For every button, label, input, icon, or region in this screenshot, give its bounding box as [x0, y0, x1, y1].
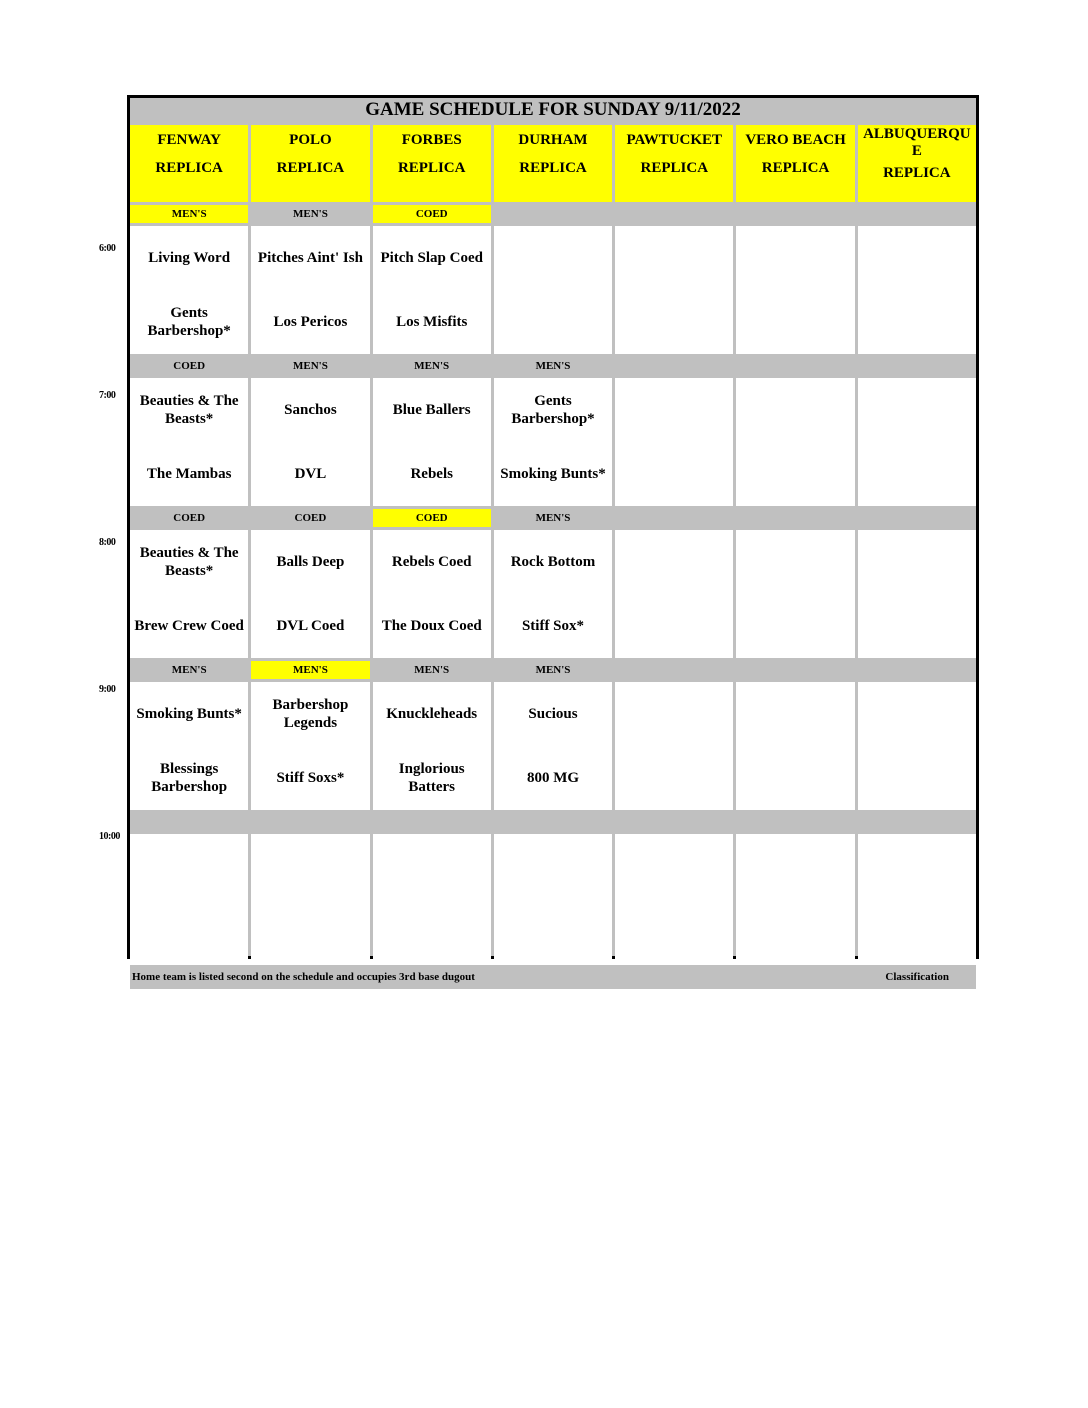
- home-team: DVL: [294, 466, 327, 482]
- venue-header: [251, 125, 369, 202]
- home-team: 800 MG: [526, 770, 580, 786]
- classification-label: [858, 661, 976, 679]
- classification-label: [615, 509, 733, 527]
- venue-name: FORBES: [401, 132, 462, 148]
- home-team: [858, 746, 976, 810]
- classification-label: MEN'S: [494, 357, 612, 375]
- away-team: [615, 378, 733, 442]
- game-cell: [615, 378, 733, 506]
- classification-label: COED: [251, 509, 369, 527]
- classification-label: [615, 813, 733, 831]
- game-cell: [494, 530, 612, 658]
- home-team: [494, 290, 612, 354]
- home-team-note: Home team is listed second on the schedule and occupies 3rd base dugout: [132, 971, 475, 983]
- venue-subtitle: REPLICA: [155, 160, 223, 176]
- venue-header: [858, 125, 976, 202]
- game-cell: [858, 530, 976, 658]
- away-team: [615, 226, 733, 290]
- time-label: 6:00: [99, 243, 116, 254]
- away-team: [615, 834, 733, 898]
- venue-subtitle: REPLICA: [883, 165, 951, 181]
- away-team: [615, 682, 733, 746]
- game-cell: [494, 834, 612, 962]
- away-team: Blue Ballers: [392, 402, 471, 418]
- away-team: Rebels Coed: [391, 554, 472, 570]
- venue-header: [615, 125, 733, 202]
- away-team: [858, 682, 976, 746]
- away-team: Beauties & The Beasts*: [139, 545, 239, 579]
- classification-label: [736, 813, 854, 831]
- away-team: Smoking Bunts*: [136, 706, 242, 722]
- game-cell: [858, 226, 976, 354]
- game-cell: [373, 378, 491, 506]
- away-team: Barbershop Legends: [272, 697, 349, 731]
- home-team: [858, 290, 976, 354]
- classification-label: [736, 661, 854, 679]
- home-team: [615, 442, 733, 506]
- game-cell: [251, 378, 369, 506]
- away-team: [858, 530, 976, 594]
- venue-header: [494, 125, 612, 202]
- game-cell: [736, 530, 854, 658]
- classification-label: MEN'S: [373, 661, 491, 679]
- away-team: [736, 530, 854, 594]
- game-cell: [251, 530, 369, 658]
- classification-label: [858, 813, 976, 831]
- schedule-table: [127, 95, 979, 983]
- game-cell: [373, 530, 491, 658]
- home-team: [736, 290, 854, 354]
- classification-label: [736, 357, 854, 375]
- home-team: [858, 594, 976, 658]
- classification-label: [858, 357, 976, 375]
- classification-label: [615, 661, 733, 679]
- away-team: [736, 834, 854, 898]
- time-label: 9:00: [99, 684, 116, 695]
- game-cell: [858, 682, 976, 810]
- venue-subtitle: REPLICA: [397, 160, 466, 176]
- away-team: [858, 378, 976, 442]
- classification-label: MEN'S: [130, 661, 248, 679]
- classification-label: [736, 205, 854, 223]
- game-cell: [130, 530, 248, 658]
- game-cell: [130, 834, 248, 962]
- game-cell: [615, 682, 733, 810]
- away-team: [858, 226, 976, 290]
- home-team: Stiff Soxs*: [276, 770, 345, 786]
- classification-label: [494, 813, 612, 831]
- classification-label: MEN'S: [373, 357, 491, 375]
- venue-header: [130, 125, 248, 202]
- home-team: Inglorious Batters: [398, 761, 465, 795]
- game-cell: [251, 226, 369, 354]
- game-cell: [858, 834, 976, 962]
- home-team: [494, 898, 612, 962]
- classification-label: [858, 509, 976, 527]
- game-cell: [494, 682, 612, 810]
- home-team: [130, 898, 248, 962]
- away-team: [251, 834, 369, 898]
- away-team: Rock Bottom: [510, 554, 596, 570]
- home-team: [736, 594, 854, 658]
- game-cell: [736, 378, 854, 506]
- home-team: [736, 746, 854, 810]
- home-team: [615, 898, 733, 962]
- home-team: [615, 746, 733, 810]
- home-team: Stiff Sox*: [521, 618, 585, 634]
- game-cell: [615, 530, 733, 658]
- classification-label: COED: [373, 509, 491, 527]
- venue-subtitle: REPLICA: [761, 160, 830, 176]
- schedule-footer: [130, 965, 976, 989]
- game-cell: [373, 834, 491, 962]
- classification-label: MEN'S: [251, 205, 369, 223]
- classification-label: MEN'S: [494, 509, 612, 527]
- home-team: DVL Coed: [276, 618, 345, 634]
- home-team: [251, 898, 369, 962]
- classification-label: COED: [130, 357, 248, 375]
- classification-label: MEN'S: [251, 357, 369, 375]
- home-team: [858, 442, 976, 506]
- classification-label: MEN'S: [494, 661, 612, 679]
- away-team: Beauties & The Beasts*: [139, 393, 239, 427]
- away-team: Sanchos: [284, 402, 337, 418]
- classification-label: [615, 205, 733, 223]
- away-team: [494, 226, 612, 290]
- away-team: [615, 530, 733, 594]
- away-team: [736, 378, 854, 442]
- game-cell: [736, 226, 854, 354]
- game-cell: [736, 834, 854, 962]
- away-team: Living Word: [148, 250, 231, 266]
- classification-label: [736, 509, 854, 527]
- time-label: 10:00: [99, 831, 120, 842]
- game-cell: [373, 226, 491, 354]
- classification-label: COED: [130, 509, 248, 527]
- home-team: Smoking Bunts*: [500, 466, 606, 482]
- classification-label: COED: [373, 205, 491, 223]
- home-team: [615, 290, 733, 354]
- classification-label: [251, 813, 369, 831]
- home-team: Gents Barbershop*: [147, 305, 231, 339]
- venue-name: POLO: [289, 132, 332, 148]
- venue-name: VERO BEACH: [745, 132, 846, 148]
- home-team: [736, 898, 854, 962]
- classification-label: [494, 205, 612, 223]
- game-cell: [251, 682, 369, 810]
- venue-subtitle: REPLICA: [519, 160, 587, 176]
- venue-header: [373, 125, 491, 202]
- away-team: Pitches Aint' Ish: [257, 250, 363, 266]
- game-cell: [494, 226, 612, 354]
- venue-subtitle: REPLICA: [640, 160, 709, 176]
- away-team: Balls Deep: [276, 554, 345, 570]
- away-team: Pitch Slap Coed: [380, 250, 483, 266]
- away-team: Knuckleheads: [386, 706, 478, 722]
- game-cell: [615, 226, 733, 354]
- home-team: Los Pericos: [273, 314, 348, 330]
- classification-label: [615, 357, 733, 375]
- game-cell: [373, 682, 491, 810]
- away-team: Gents Barbershop*: [511, 393, 595, 427]
- home-team: Rebels: [410, 466, 453, 482]
- schedule-title: GAME SCHEDULE FOR SUNDAY 9/11/2022: [130, 98, 976, 122]
- home-team: Los Misfits: [396, 314, 468, 330]
- away-team: [130, 834, 248, 898]
- away-team: [373, 834, 491, 898]
- time-label: 8:00: [99, 537, 116, 548]
- game-cell: [251, 834, 369, 962]
- away-team: [494, 834, 612, 898]
- game-cell: [130, 682, 248, 810]
- venue-subtitle: REPLICA: [276, 160, 345, 176]
- home-team: The Doux Coed: [381, 618, 482, 634]
- home-team: [373, 898, 491, 962]
- home-team: [736, 442, 854, 506]
- classification-label: [130, 813, 248, 831]
- game-cell: [130, 226, 248, 354]
- venue-name: PAWTUCKET: [626, 132, 723, 148]
- away-team: [858, 834, 976, 898]
- venue-name: DURHAM: [518, 132, 588, 148]
- home-team: Blessings Barbershop: [151, 761, 228, 795]
- venue-name: ALBUQUERQUE: [863, 126, 971, 159]
- game-cell: [494, 378, 612, 506]
- venue-header: [736, 125, 854, 202]
- classification-label: [858, 205, 976, 223]
- time-label: 7:00: [99, 390, 116, 401]
- home-team: Brew Crew Coed: [134, 618, 244, 634]
- away-team: Sucious: [528, 706, 578, 722]
- home-team: [615, 594, 733, 658]
- classification-label: MEN'S: [130, 205, 248, 223]
- classification-label: MEN'S: [251, 661, 369, 679]
- venue-name: FENWAY: [157, 132, 221, 148]
- game-cell: [736, 682, 854, 810]
- classification-label: [373, 813, 491, 831]
- home-team: [858, 898, 976, 962]
- classification-legend: Classification: [885, 971, 949, 983]
- game-cell: [858, 378, 976, 506]
- away-team: [736, 226, 854, 290]
- game-cell: [615, 834, 733, 962]
- game-cell: [130, 378, 248, 506]
- away-team: [736, 682, 854, 746]
- home-team: The Mambas: [146, 466, 232, 482]
